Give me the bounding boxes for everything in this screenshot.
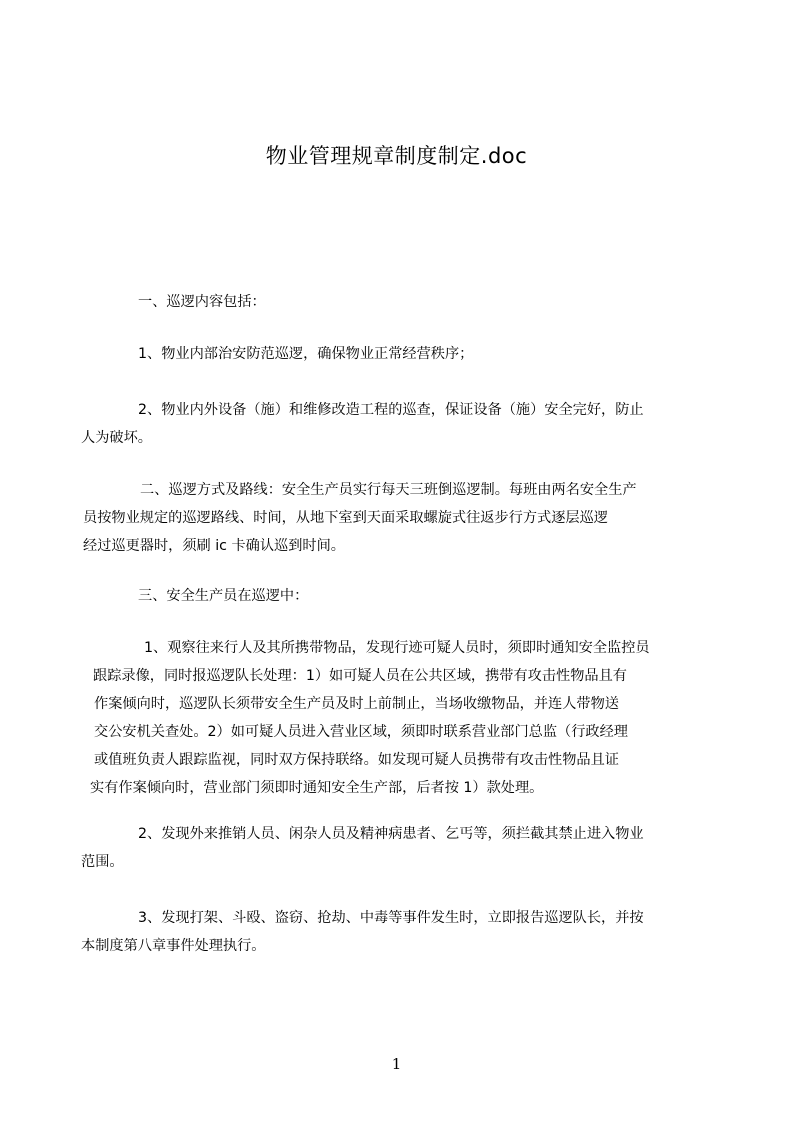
list-item-during-patrol-1: [90, 634, 707, 802]
text-line: 或值班负责人跟踪监视，同时双方保持联络。如发现可疑人员携带有攻击性物品且证: [94, 752, 619, 768]
section-heading-during-patrol: [138, 582, 308, 610]
list-item-patrol-content-2: [81, 396, 644, 452]
text-line: 本制度第八章事件处理执行。: [81, 938, 266, 954]
text-line: 1、观察往来行人及其所携带物品，发现行迹可疑人员时，须即时通知安全监控员: [144, 640, 650, 656]
text-line: 员按物业规定的巡逻路线、时间，从地下室到天面采取螺旋式往返步行方式逐层巡逻: [83, 510, 608, 526]
text-line: 二、巡逻方式及路线：安全生产员实行每天三班倒巡逻制。每班由两名安全生产: [140, 482, 637, 498]
list-item-during-patrol-2: [81, 820, 644, 876]
text-line: 交公安机关查处。2）如可疑人员进入营业区域，须即时联系营业部门总监（行政经理: [94, 724, 628, 740]
text-line: 三、安全生产员在巡逻中：: [138, 588, 309, 604]
document-title: 物业管理规章制度制定.doc: [265, 144, 528, 168]
text-line: 跟踪录像，同时报巡逻队长处理：1）如可疑人员在公共区域，携带有攻击性物品且有: [93, 668, 627, 684]
text-line: 经过巡更器时，须刷 ic 卡确认巡到时间。: [83, 538, 345, 554]
text-line: 2、物业内外设备（施）和维修改造工程的巡查，保证设备（施）安全完好，防止: [138, 402, 644, 418]
section-patrol-method: [83, 476, 637, 560]
text-line: 范围。: [81, 854, 124, 870]
text-line: 作案倾向时，巡逻队长须带安全生产员及时上前制止，当场收缴物品，并连人带物送: [94, 696, 619, 712]
text-line: 2、发现外来推销人员、闲杂人员及精神病患者、乞丐等，须拦截其禁止进入物业: [138, 826, 644, 842]
text-line: 实有作案倾向时，营业部门须即时通知安全生产部，后者按 1）款处理。: [90, 780, 544, 796]
section-heading-patrol-content: [138, 288, 266, 316]
text-line: 3、发现打架、斗殴、盗窃、抢劫、中毒等事件发生时，立即报告巡逻队长，并按: [138, 910, 644, 926]
text-line: 人为破坏。: [81, 430, 152, 446]
text-line: 1、物业内部治安防范巡逻，确保物业正常经营秩序；: [138, 346, 474, 362]
list-item-patrol-content-1: [138, 340, 473, 368]
page-number: 1: [391, 1055, 402, 1073]
text-line: 一、巡逻内容包括：: [138, 294, 266, 310]
list-item-during-patrol-3: [81, 904, 644, 960]
